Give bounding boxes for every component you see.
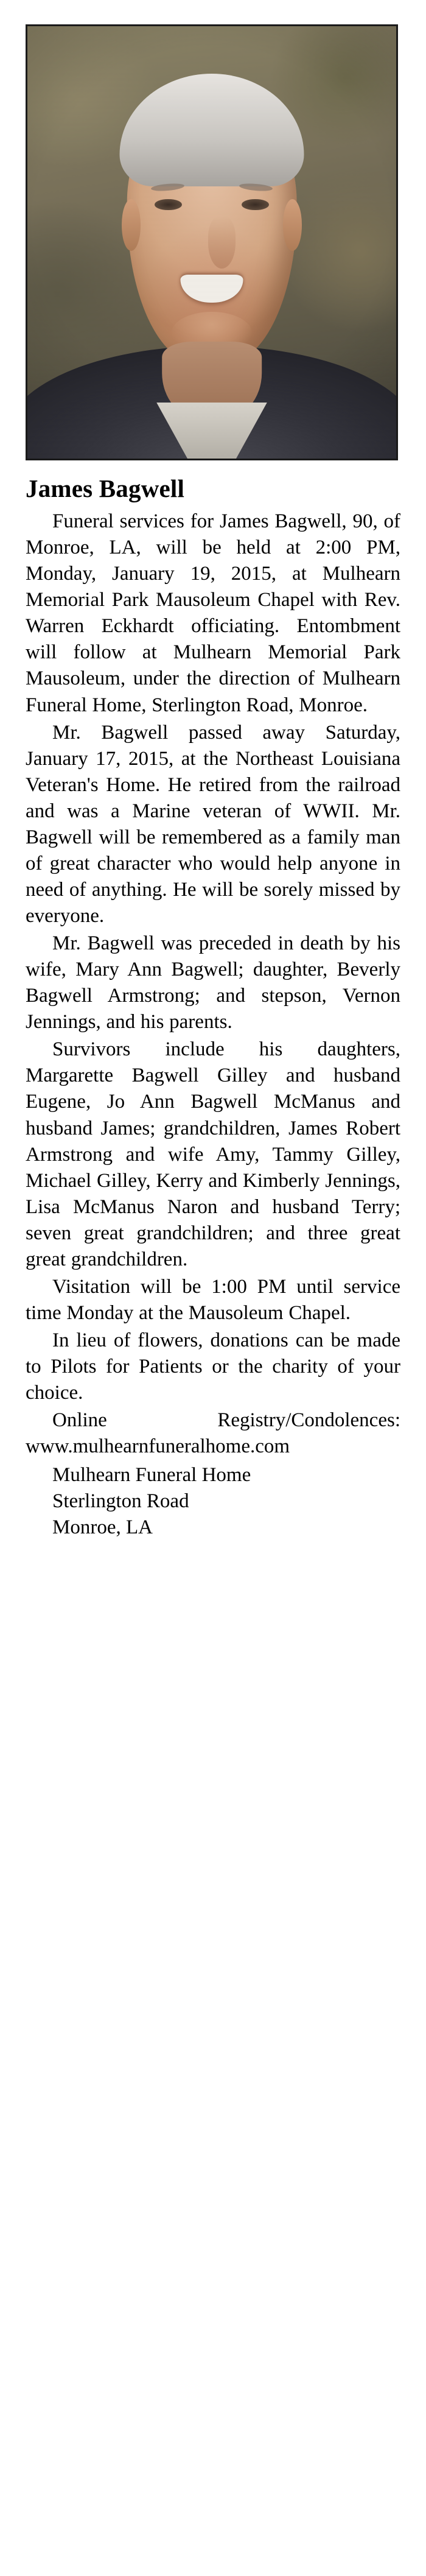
obituary-body bbox=[26, 509, 400, 1460]
obituary-paragraph-passing: Mr. Bagwell passed away Saturday, January 17, 2015, at the Northeast Louisiana Veteran's Home. He retired from the railroad and was a Marine veteran of WWII. Mr. Bagwell will be remembered as a family man of great character who would help anyone in need of anything. He will be sorely missed by everyone. bbox=[26, 721, 400, 927]
obituary-paragraph-preceded: Mr. Bagwell was preceded in death by his wife, Mary Ann Bagwell; daughter, Beverly Bagwell Armstrong; and stepson, Vernon Jennings, and his parents. bbox=[26, 932, 400, 1033]
funeral-home-street: Sterlington Road bbox=[52, 1490, 189, 1513]
portrait-photo bbox=[26, 24, 398, 460]
deceased-name: James Bagwell bbox=[26, 474, 185, 502]
obituary-paragraph-donations: In lieu of flowers, donations can be made to Pilots for Patients or the charity of your choice. bbox=[26, 1329, 400, 1404]
funeral-home-city-state: Monroe, LA bbox=[52, 1516, 153, 1539]
obituary-paragraph-survivors: Survivors include his daughters, Margarette Bagwell Gilley and husband Eugene, Jo Ann Bagwell McManus and husband James; grandchildren, James Robert Armstrong and wife Amy, Tammy Gilley, Michael Gilley, Kerry and Kimberly Jennings, Lisa McManus Naron and husband Terry; seven great grandchildren; and three great great grandchildren. bbox=[26, 1038, 400, 1270]
portrait-grain-overlay bbox=[27, 26, 396, 459]
obituary-paragraph-service: Funeral services for James Bagwell, 90, of Monroe, LA, will be held at 2:00 PM, Monday, January 19, 2015, at Mulhearn Memorial Park Mausoleum Chapel with Rev. Warren Eckhardt officiating. Entombment will follow at Mulhearn Memorial Park Mausoleum, under the direction of Mulhearn Funeral Home, Sterlington Road, Monroe. bbox=[26, 510, 400, 716]
funeral-home-name: Mulhearn Funeral Home bbox=[52, 1464, 251, 1487]
obituary-paragraph-online-registry: Online Registry/Condolences: www.mulhearnfuneralhome.com bbox=[26, 1409, 400, 1458]
portrait-photo-image bbox=[27, 26, 396, 459]
funeral-home-address bbox=[26, 1462, 400, 1541]
obituary-paragraph-visitation: Visitation will be 1:00 PM until service time Monday at the Mausoleum Chapel. bbox=[26, 1275, 400, 1324]
